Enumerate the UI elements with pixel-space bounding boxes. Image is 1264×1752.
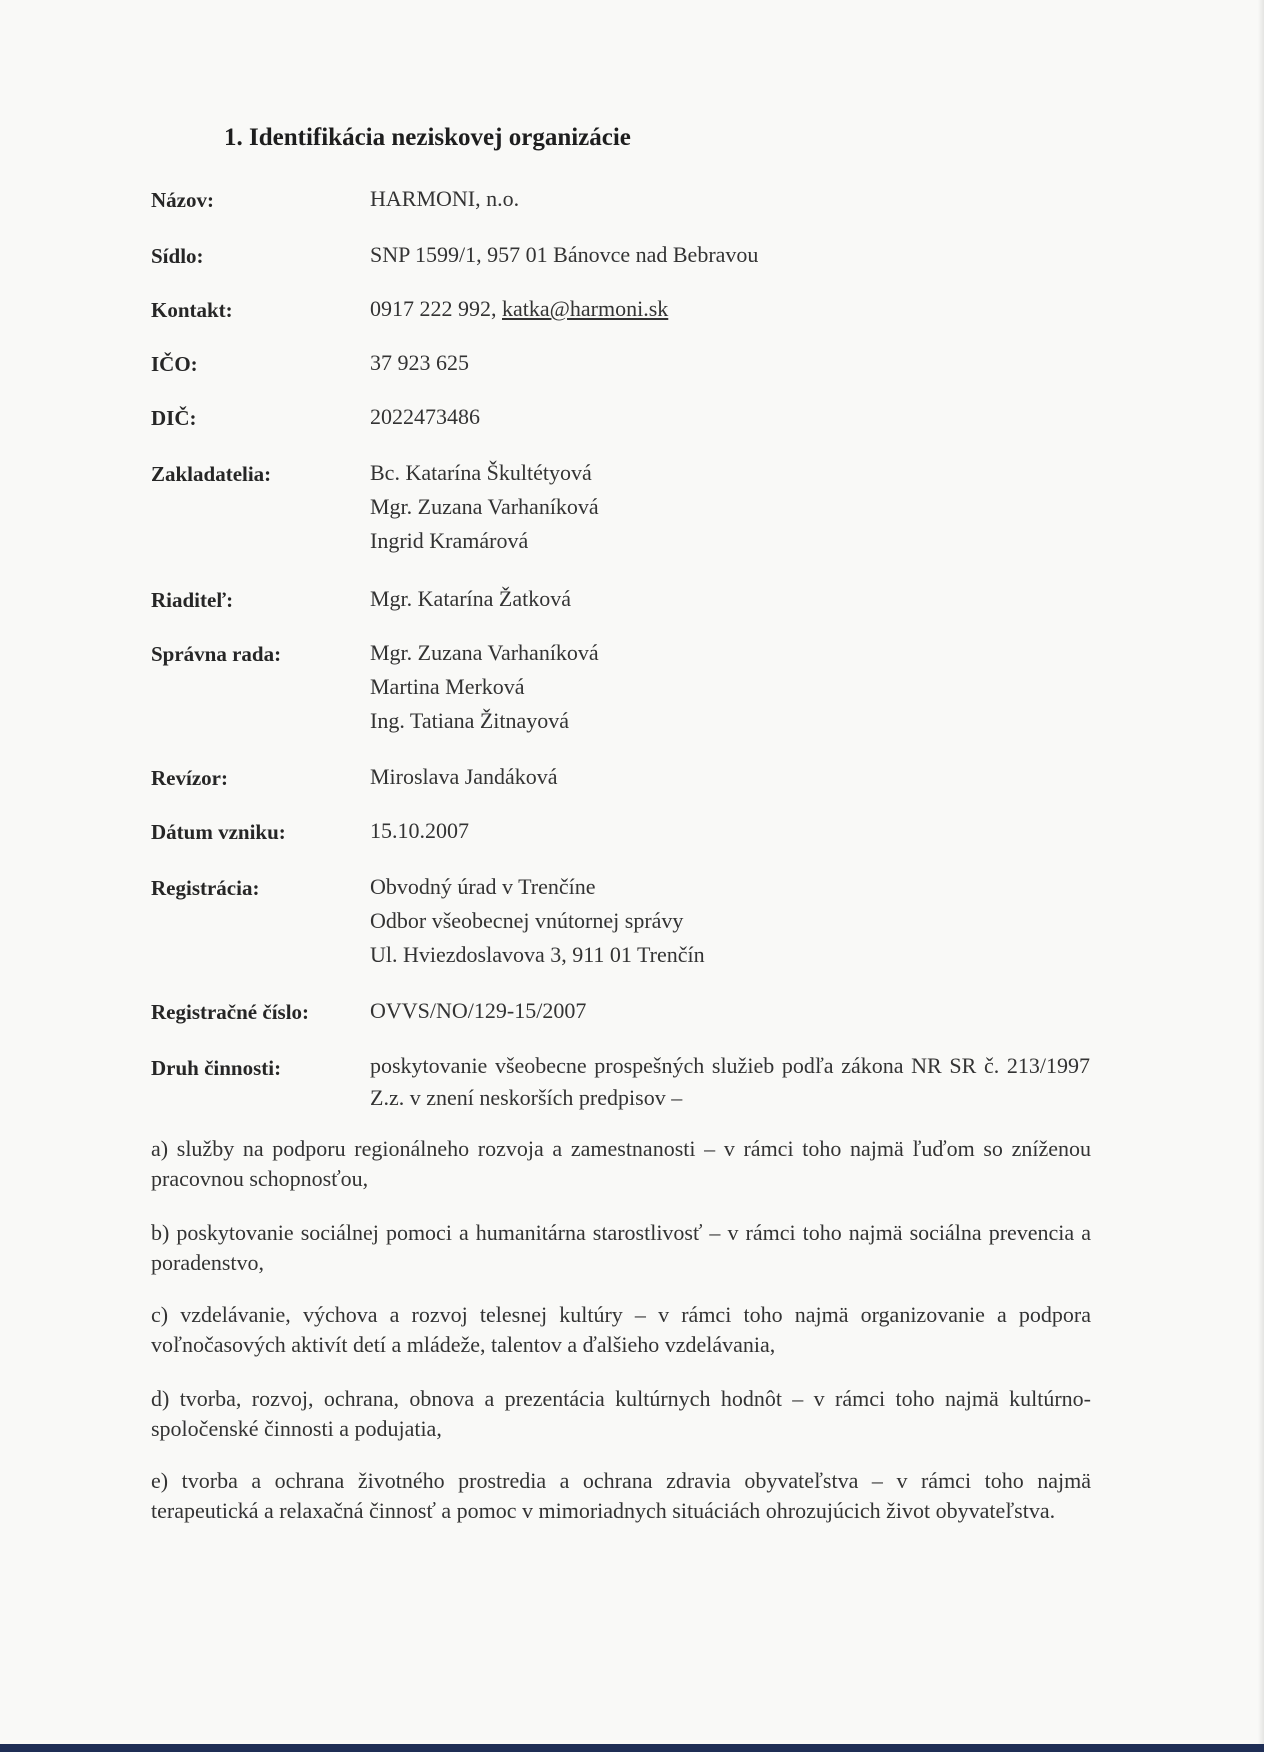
label-datum-vzniku: Dátum vzniku: bbox=[151, 820, 286, 844]
registration-line: Odbor všeobecnej vnútornej správy bbox=[370, 908, 684, 933]
contact-phone: 0917 222 992, bbox=[370, 296, 497, 321]
value-druh-cinnosti: poskytovanie všeobecne prospešných služieb podľa zákona NR SR č. 213/1997 Z.z. v znení neskorších predpisov – bbox=[370, 1053, 1090, 1110]
registration-line: Ul. Hviezdoslavova 3, 911 01 Trenčín bbox=[370, 942, 705, 967]
activity-item-b: b) poskytovanie sociálnej pomoci a humanitárna starostlivosť – v rámci toho najmä sociálna prevencia a poradenstvo, bbox=[151, 1220, 1091, 1275]
label-ico: IČO: bbox=[151, 352, 198, 376]
label-revizor: Revízor: bbox=[151, 766, 228, 790]
label-sidlo: Sídlo: bbox=[151, 244, 204, 268]
activity-item-d: d) tvorba, rozvoj, ochrana, obnova a prezentácia kultúrnych hodnôt – v rámci toho najmä kultúrno-spoločenské činnosti a podujatia, bbox=[151, 1386, 1091, 1441]
value-spravna-rada bbox=[370, 636, 599, 738]
value-zakladatelia bbox=[370, 456, 599, 558]
value-nazov: HARMONI, n.o. bbox=[370, 186, 520, 211]
board-member-name: Ing. Tatiana Žitnayová bbox=[370, 708, 570, 733]
label-spravna-rada: Správna rada: bbox=[151, 642, 282, 666]
board-member-name: Mgr. Zuzana Varhaníková bbox=[370, 640, 599, 665]
value-revizor: Miroslava Jandáková bbox=[370, 764, 558, 789]
scan-bottom-edge bbox=[0, 1744, 1264, 1752]
founder-name: Bc. Katarína Škultétyová bbox=[370, 460, 592, 485]
label-registracne-cislo: Registračné číslo: bbox=[151, 1000, 310, 1024]
scan-right-edge bbox=[1258, 0, 1264, 1752]
value-kontakt bbox=[370, 292, 668, 326]
board-member-name: Martina Merková bbox=[370, 674, 525, 699]
label-dic: DIČ: bbox=[151, 406, 197, 430]
label-kontakt: Kontakt: bbox=[151, 298, 233, 322]
activity-item-e: e) tvorba a ochrana životného prostredia a ochrana zdravia obyvateľstva – v rámci toho najmä terapeutická a relaxačná činnosť a pomoc v mimoriadnych situáciách ohrozujúcich život obyvateľstva. bbox=[151, 1468, 1091, 1523]
value-registracne-cislo: OVVS/NO/129-15/2007 bbox=[370, 998, 587, 1023]
label-riaditel: Riaditeľ: bbox=[151, 588, 234, 612]
section-title: 1. Identifikácia neziskovej organizácie bbox=[224, 124, 631, 151]
label-zakladatelia: Zakladatelia: bbox=[151, 462, 272, 486]
value-dic: 2022473486 bbox=[370, 404, 480, 429]
registration-line: Obvodný úrad v Trenčíne bbox=[370, 874, 596, 899]
label-registracia: Registrácia: bbox=[151, 876, 260, 900]
value-ico: 37 923 625 bbox=[370, 350, 469, 375]
founder-name: Ingrid Kramárová bbox=[370, 528, 529, 553]
value-registracia bbox=[370, 870, 705, 972]
activity-item-c: c) vzdelávanie, výchova a rozvoj telesnej kultúry – v rámci toho najmä organizovanie a podpora voľnočasových aktivít detí a mládeže, talentov a ďalšieho vzdelávania, bbox=[151, 1302, 1091, 1357]
value-riaditel: Mgr. Katarína Žatková bbox=[370, 586, 571, 611]
label-nazov: Názov: bbox=[151, 188, 214, 212]
activity-item-a: a) služby na podporu regionálneho rozvoja a zamestnanosti – v rámci toho najmä ľuďom so zníženou pracovnou schopnosťou, bbox=[151, 1136, 1091, 1191]
founder-name: Mgr. Zuzana Varhaníková bbox=[370, 494, 599, 519]
label-druh-cinnosti: Druh činnosti: bbox=[151, 1056, 282, 1080]
value-sidlo: SNP 1599/1, 957 01 Bánovce nad Bebravou bbox=[370, 242, 759, 267]
contact-email-link[interactable]: katka@harmoni.sk bbox=[502, 296, 669, 321]
value-datum-vzniku: 15.10.2007 bbox=[370, 818, 469, 843]
